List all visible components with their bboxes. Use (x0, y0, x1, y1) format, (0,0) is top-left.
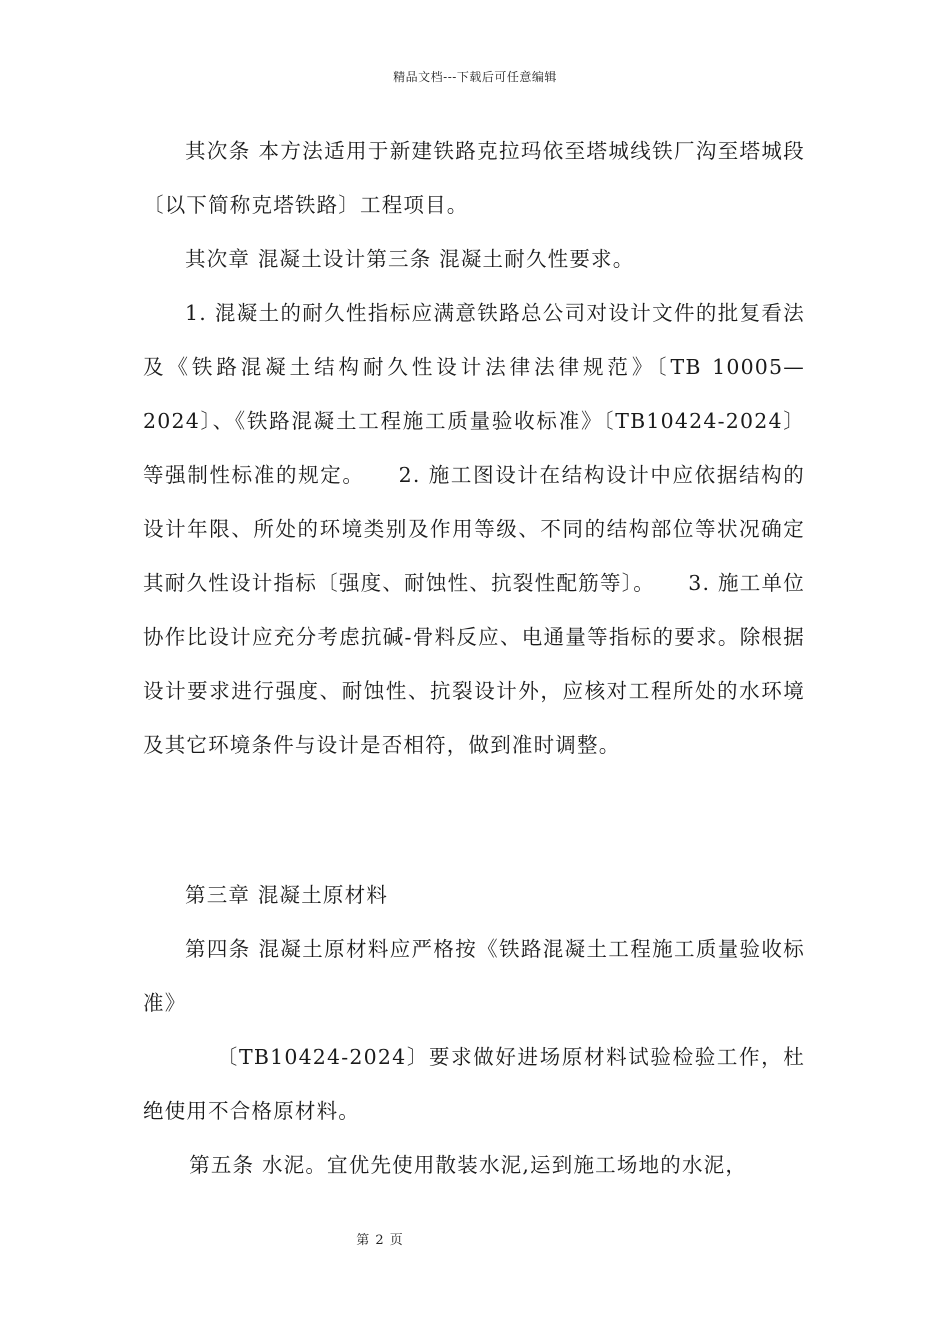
paragraph-article-4: 第四条 混凝土原材料应严格按《铁路混凝土工程施工质量验收标准》 (143, 937, 805, 1015)
paragraph-article-4-cont: 〔TB10424-2024〕要求做好进场原材料试验检验工作，杜绝使用不合格原材料。 (143, 1045, 805, 1123)
paragraph-durability-requirements: 1. 混凝土的耐久性指标应满意铁路总公司对设计文件的批复看法及《铁路混凝土结构耐久性设计法律法律规范》〔TB 10005—2024〕、《铁路混凝土工程施工质量验收标准》〔TB10424-2024〕等强制性标准的规定。 2. 施工图设计在结构设计中应依据结构的设计年限、所处的环境类别及作用等级、不同的结构部位等状况确定其耐久性设计指标〔强度、耐蚀性、抗裂性配筋等〕。 3. 施工单位协作比设计应充分考虑抗碱-骨料反应、电通量等指标的要求。除根据设计要求进行强度、耐蚀性、抗裂设计外，应核对工程所处的水环境及其它环境条件与设计是否相符，做到准时调整。 (143, 301, 805, 757)
body-text-upper (143, 124, 805, 772)
body-text-lower (143, 868, 805, 1192)
paragraph-chapter-2: 其次章 混凝土设计第三条 混凝土耐久性要求。 (185, 247, 635, 271)
paragraph-article-5: 第五条 水泥。宜优先使用散装水泥,运到施工场地的水泥， (189, 1153, 748, 1177)
paragraph-chapter-3: 第三章 混凝土原材料 (185, 883, 389, 907)
page-number: 第 2 页 (356, 1233, 404, 1248)
page-header: 精品文档---下载后可任意编辑 (393, 70, 557, 84)
paragraph-scope: 其次条 本方法适用于新建铁路克拉玛依至塔城线铁厂沟至塔城段〔以下简称克塔铁路〕工程项目。 (143, 139, 805, 217)
